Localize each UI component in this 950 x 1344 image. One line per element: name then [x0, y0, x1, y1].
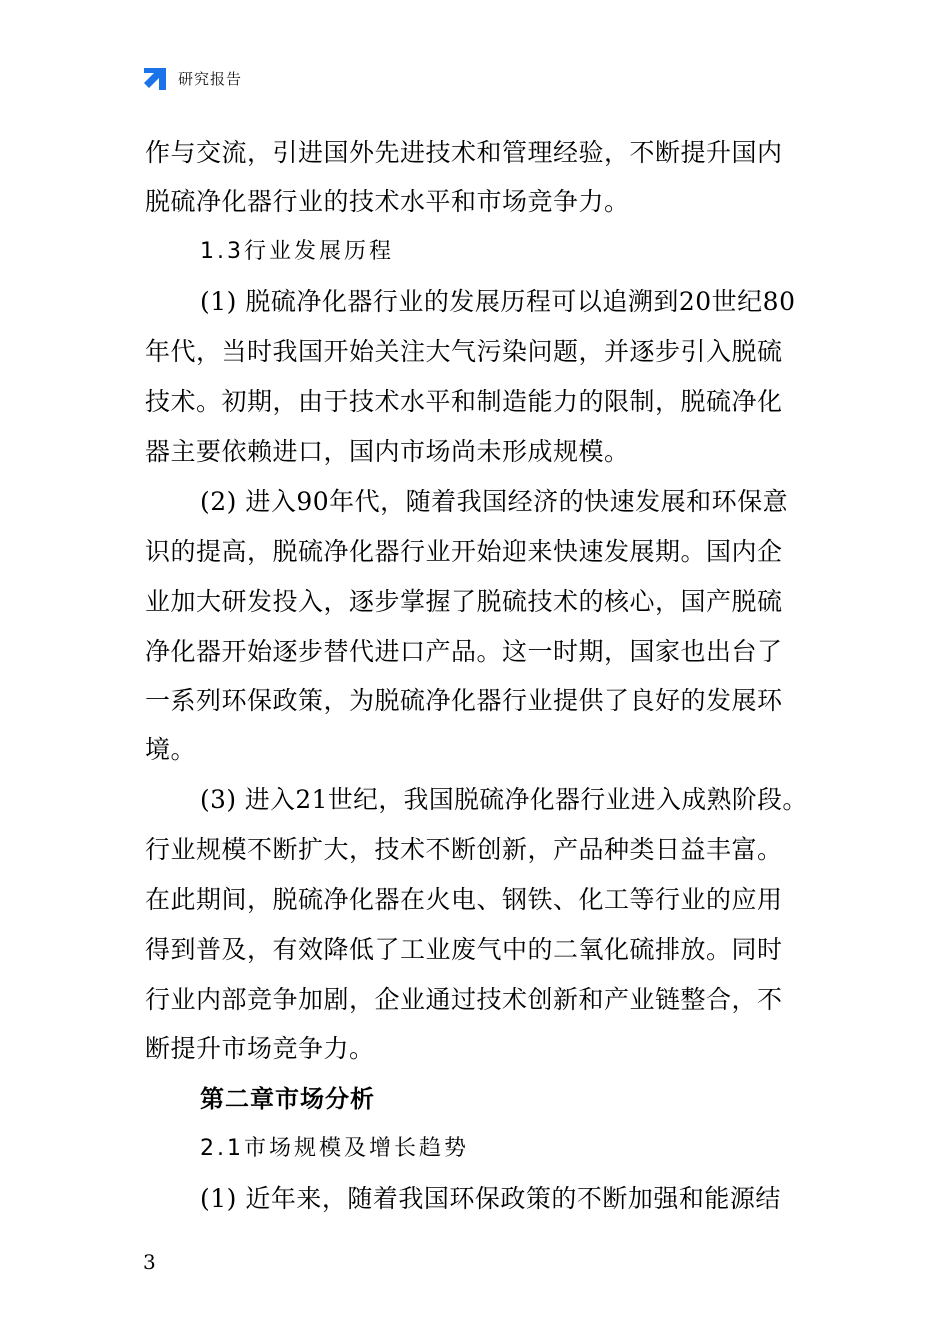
body-text-line: 净化器开始逐步替代进口产品。这一时期，国家也出台了: [145, 637, 783, 666]
body-text-line: 断提升市场竞争力。: [145, 1034, 375, 1063]
header-title: 研究报告: [178, 69, 243, 88]
body-text-line: 业加大研发投入，逐步掌握了脱硫技术的核心，国产脱硫: [145, 587, 783, 616]
body-text-line: 脱硫净化器行业的技术水平和市场竞争力。: [145, 187, 630, 216]
body-text-line: 器主要依赖进口，国内市场尚未形成规模。: [145, 437, 630, 466]
page-header: [142, 64, 242, 92]
body-text-line: (3) 进入21世纪，我国脱硫净化器行业进入成熟阶段。: [200, 785, 808, 814]
body-text-line: 作与交流，引进国外先进技术和管理经验，不断提升国内: [145, 138, 783, 167]
body-text-line: 年代，当时我国开始关注大气污染问题，并逐步引入脱硫: [145, 337, 783, 366]
body-text-line: 行业内部竞争加剧，企业通过技术创新和产业链整合，不: [145, 985, 783, 1014]
body-text-line: (1) 近年来，随着我国环保政策的不断加强和能源结: [200, 1184, 781, 1213]
body-text-line: 行业规模不断扩大，技术不断创新，产品种类日益丰富。: [145, 835, 783, 864]
body-text-line: (1) 脱硫净化器行业的发展历程可以追溯到20世纪80: [200, 287, 796, 316]
section-heading-2-1: 2.1市场规模及增长趋势: [200, 1136, 469, 1161]
body-text-line: (2) 进入90年代，随着我国经济的快速发展和环保意: [200, 487, 789, 516]
section-heading-1-3: 1.3行业发展历程: [200, 239, 394, 264]
body-text-line: 技术。初期，由于技术水平和制造能力的限制，脱硫净化: [145, 387, 783, 416]
body-text-line: 得到普及，有效降低了工业废气中的二氧化硫排放。同时: [145, 935, 783, 964]
body-text-line: 境。: [145, 735, 197, 764]
body-text-line: 识的提高，脱硫净化器行业开始迎来快速发展期。国内企: [145, 537, 783, 566]
chapter-heading: 第二章市场分析: [200, 1085, 375, 1113]
body-text-line: 在此期间，脱硫净化器在火电、钢铁、化工等行业的应用: [145, 885, 783, 914]
body-text-line: 一系列环保政策，为脱硫净化器行业提供了良好的发展环: [145, 686, 783, 715]
arrow-logo-icon: [142, 64, 170, 92]
page-number: 3: [143, 1250, 156, 1274]
